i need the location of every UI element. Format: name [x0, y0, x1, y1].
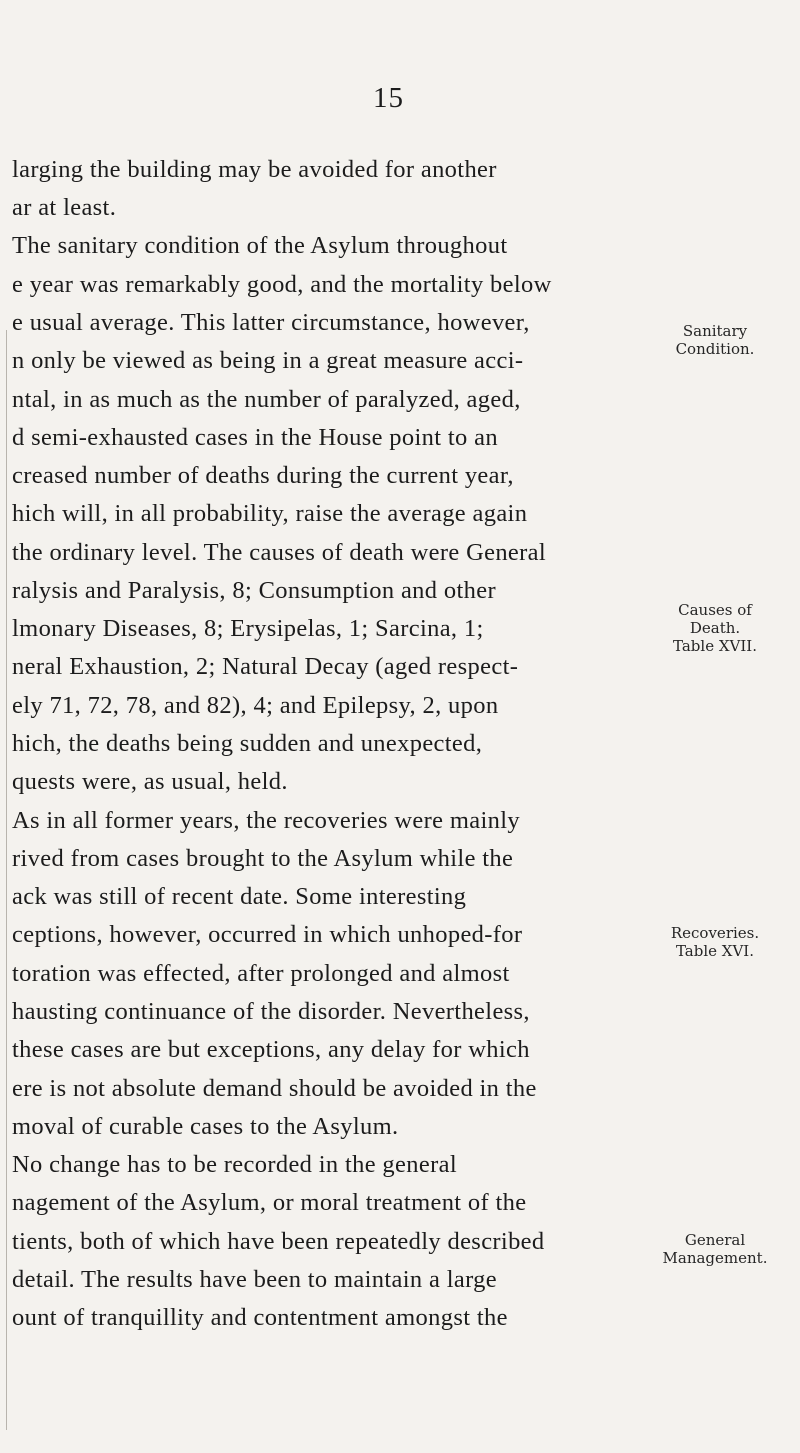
body-line: quests were, as usual, held.	[12, 768, 288, 795]
body-line: neral Exhaustion, 2; Natural Decay (aged respect-	[12, 653, 519, 680]
body-line: hich will, in all probability, raise the average again	[12, 500, 528, 527]
page-number: 15	[373, 82, 404, 114]
body-line: detail. The results have been to maintain a large	[12, 1266, 497, 1293]
body-line: No change has to be recorded in the general	[12, 1151, 457, 1178]
margin-note-line: Sanitary	[682, 322, 748, 340]
body-line: ar at least.	[12, 194, 117, 221]
margin-note-line: Table XVI.	[675, 942, 755, 960]
body-line: ralysis and Paralysis, 8; Consumption and other	[12, 577, 496, 604]
margin-note-line: Table XVII.	[673, 637, 757, 655]
body-line: creased number of deaths during the current year,	[12, 462, 514, 489]
margin-note-sanitary-condition	[640, 322, 790, 358]
body-line: n only be viewed as being in a great measure acci-	[12, 347, 524, 374]
body-line: ere is not absolute demand should be avoided in the	[12, 1075, 537, 1102]
margin-note-line: Condition.	[675, 340, 755, 358]
margin-note-recoveries	[640, 924, 790, 960]
margin-note-causes-of-death	[640, 601, 790, 655]
margin-note-line: Recoveries.	[670, 924, 760, 942]
body-line: hausting continuance of the disorder. Nevertheless,	[12, 998, 530, 1025]
body-line: ely 71, 72, 78, and 82), 4; and Epilepsy, 2, upon	[12, 692, 499, 719]
body-line: the ordinary level. The causes of death were General	[12, 539, 547, 566]
body-line: ntal, in as much as the number of paralyzed, aged,	[12, 386, 521, 413]
body-line: ack was still of recent date. Some interesting	[12, 883, 467, 910]
body-line: moval of curable cases to the Asylum.	[12, 1113, 399, 1140]
binding-edge-line	[6, 330, 7, 1430]
body-line: these cases are but exceptions, any delay for which	[12, 1036, 530, 1063]
body-line: The sanitary condition of the Asylum throughout	[12, 232, 508, 259]
body-line: ceptions, however, occurred in which unhoped-for	[12, 921, 523, 948]
body-line: d semi-exhausted cases in the House point to an	[12, 424, 498, 451]
body-line: nagement of the Asylum, or moral treatment of the	[12, 1189, 527, 1216]
margin-note-line: Death.	[689, 619, 741, 637]
body-line: e year was remarkably good, and the mortality below	[12, 271, 552, 298]
body-line: As in all former years, the recoveries were mainly	[12, 807, 520, 834]
margin-note-line: Management.	[662, 1249, 768, 1267]
body-line: ount of tranquillity and contentment amongst the	[12, 1304, 508, 1331]
body-line: hich, the deaths being sudden and unexpected,	[12, 730, 483, 757]
body-line: larging the building may be avoided for another	[12, 156, 497, 183]
body-line: tients, both of which have been repeatedly described	[12, 1228, 545, 1255]
body-line: rived from cases brought to the Asylum while the	[12, 845, 514, 872]
body-line: lmonary Diseases, 8; Erysipelas, 1; Sarcina, 1;	[12, 615, 484, 642]
margin-note-line: Causes of	[678, 601, 752, 619]
margin-note-line: General	[684, 1231, 746, 1249]
body-line: e usual average. This latter circumstance, however,	[12, 309, 530, 336]
margin-note-general-management	[640, 1231, 790, 1267]
body-line: toration was effected, after prolonged and almost	[12, 960, 510, 987]
